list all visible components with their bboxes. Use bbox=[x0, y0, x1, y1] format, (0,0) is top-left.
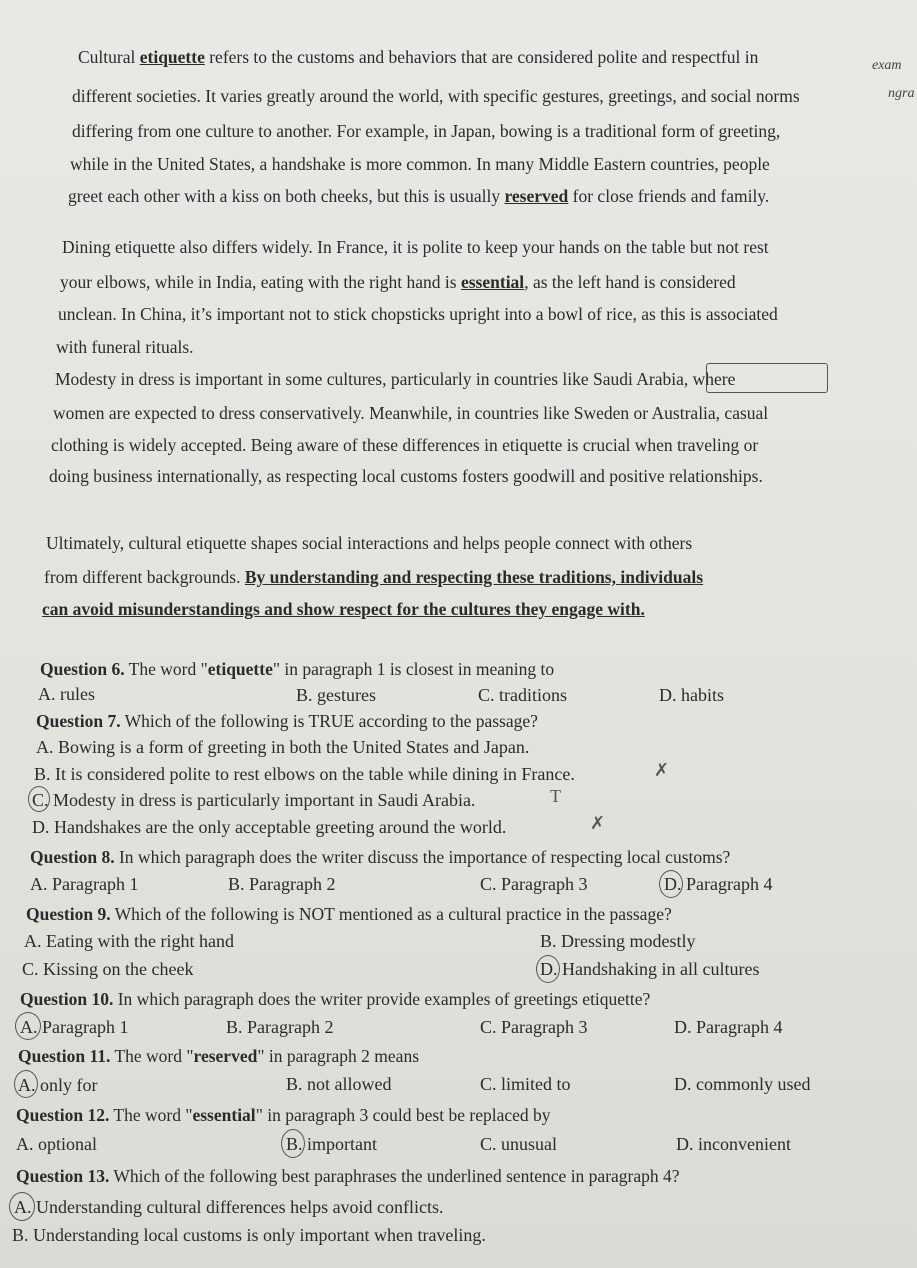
q7-option-b[interactable]: B. It is considered polite to rest elbows on the table while dining in France. bbox=[34, 764, 575, 784]
p4-line-3: can avoid misunderstandings and show respect for the cultures they engage with. bbox=[42, 599, 645, 619]
circled-saudi-arabia bbox=[706, 363, 828, 393]
q13-stem: Question 13. Which of the following best paraphrases the underlined sentence in paragraph 4? bbox=[16, 1166, 680, 1186]
q13-option-b[interactable]: B. Understanding local customs is only important when traveling. bbox=[12, 1225, 486, 1245]
p2-line-1: Dining etiquette also differs widely. In France, it is polite to keep your hands on the table but not rest bbox=[62, 237, 769, 257]
q8-option-d[interactable]: D. Paragraph 4 bbox=[664, 874, 773, 894]
p1-line-5: greet each other with a kiss on both cheeks, but this is usually reserved for close friends and family. bbox=[68, 186, 770, 206]
q8-stem: Question 8. In which paragraph does the writer discuss the importance of respecting local customs? bbox=[30, 847, 731, 867]
p1-line-2: different societies. It varies greatly around the world, with specific gestures, greetings, and social norms bbox=[72, 86, 800, 106]
q6-option-d[interactable]: D. habits bbox=[659, 685, 724, 705]
q7-stem: Question 7. Which of the following is TRUE according to the passage? bbox=[36, 711, 538, 731]
q10-option-c[interactable]: C. Paragraph 3 bbox=[480, 1017, 588, 1037]
q10-option-d[interactable]: D. Paragraph 4 bbox=[674, 1017, 783, 1037]
q11-option-d[interactable]: D. commonly used bbox=[674, 1074, 811, 1094]
p1-line-3: differing from one culture to another. For example, in Japan, bowing is a traditional form of greeting, bbox=[72, 121, 781, 141]
p2-line-2: your elbows, while in India, eating with the right hand is essential, as the left hand is considered bbox=[60, 272, 736, 292]
p3-line-2: women are expected to dress conservatively. Meanwhile, in countries like Sweden or Australia, casual bbox=[53, 403, 769, 423]
q8-option-c[interactable]: C. Paragraph 3 bbox=[480, 874, 588, 894]
q6-option-c[interactable]: C. traditions bbox=[478, 685, 567, 705]
q13-answer-circle bbox=[9, 1192, 35, 1221]
margin-note-1: exam bbox=[872, 58, 902, 73]
p4-line-1: Ultimately, cultural etiquette shapes social interactions and helps people connect with others bbox=[46, 533, 693, 553]
p3-line-4: doing business internationally, as respecting local customs fosters goodwill and positive relationships. bbox=[49, 466, 763, 486]
q10-option-a[interactable]: A. Paragraph 1 bbox=[20, 1017, 129, 1037]
q12-option-b[interactable]: B. important bbox=[286, 1134, 377, 1154]
q12-stem: Question 12. The word "essential" in paragraph 3 could best be replaced by bbox=[16, 1105, 551, 1125]
p3-line-3: clothing is widely accepted. Being aware of these differences in etiquette is crucial when traveling or bbox=[51, 435, 759, 455]
p1-line-4: while in the United States, a handshake is more common. In many Middle Eastern countries, people bbox=[70, 154, 770, 174]
q10-answer-circle bbox=[15, 1012, 41, 1040]
q10-stem: Question 10. In which paragraph does the writer provide examples of greetings etiquette? bbox=[20, 989, 651, 1009]
p4-line-2: from different backgrounds. By understanding and respecting these traditions, individuals bbox=[44, 567, 704, 587]
q7-option-c[interactable]: C. Modesty in dress is particularly important in Saudi Arabia. bbox=[32, 790, 476, 810]
q12-option-d[interactable]: D. inconvenient bbox=[676, 1134, 791, 1154]
q9-option-c[interactable]: C. Kissing on the cheek bbox=[22, 959, 194, 979]
q11-option-b[interactable]: B. not allowed bbox=[286, 1074, 392, 1094]
q8-answer-circle bbox=[659, 870, 683, 898]
q12-answer-circle bbox=[281, 1129, 305, 1158]
q7-option-a[interactable]: A. Bowing is a form of greeting in both the United States and Japan. bbox=[36, 737, 530, 757]
q7-option-d[interactable]: D. Handshakes are the only acceptable greeting around the world. bbox=[32, 817, 507, 837]
q13-option-a[interactable]: A. Understanding cultural differences helps avoid conflicts. bbox=[14, 1197, 444, 1217]
p2-line-3: unclean. In China, it’s important not to stick chopsticks upright into a bowl of rice, as this is associated bbox=[58, 304, 778, 324]
q8-option-a[interactable]: A. Paragraph 1 bbox=[30, 874, 139, 894]
q7-answer-circle bbox=[28, 786, 50, 812]
q9-option-b[interactable]: B. Dressing modestly bbox=[540, 931, 696, 951]
q9-answer-circle bbox=[536, 955, 560, 983]
margin-note-2: ngra bbox=[888, 86, 915, 101]
q11-option-a[interactable]: A. only for bbox=[18, 1075, 98, 1095]
p2-line-4: with funeral rituals. bbox=[56, 337, 194, 357]
p1-line-1: Cultural etiquette refers to the customs and behaviors that are considered polite and respectful in bbox=[78, 47, 759, 67]
q9-stem: Question 9. Which of the following is NOT mentioned as a cultural practice in the passage? bbox=[26, 904, 672, 924]
p3-line-1: Modesty in dress is important in some cultures, particularly in countries like Saudi Arabia, where bbox=[55, 369, 736, 389]
q6-option-a[interactable]: A. rules bbox=[38, 684, 95, 704]
q11-stem: Question 11. The word "reserved" in paragraph 2 means bbox=[18, 1046, 420, 1066]
q7-c-tick-mark: T bbox=[550, 786, 561, 806]
q9-option-d[interactable]: D. Handshaking in all cultures bbox=[540, 959, 760, 979]
q9-option-a[interactable]: A. Eating with the right hand bbox=[24, 931, 234, 951]
q8-option-b[interactable]: B. Paragraph 2 bbox=[228, 874, 336, 894]
q11-answer-circle bbox=[14, 1070, 38, 1098]
q10-option-b[interactable]: B. Paragraph 2 bbox=[226, 1017, 334, 1037]
q7-b-cross-mark: ✗ bbox=[654, 760, 670, 780]
q6-option-b[interactable]: B. gestures bbox=[296, 685, 376, 705]
q12-option-c[interactable]: C. unusual bbox=[480, 1134, 558, 1154]
q6-stem: Question 6. The word "etiquette" in paragraph 1 is closest in meaning to bbox=[40, 659, 555, 679]
q12-option-a[interactable]: A. optional bbox=[16, 1134, 97, 1154]
q11-option-c[interactable]: C. limited to bbox=[480, 1074, 571, 1094]
q7-d-cross-mark: ✗ bbox=[590, 813, 606, 833]
